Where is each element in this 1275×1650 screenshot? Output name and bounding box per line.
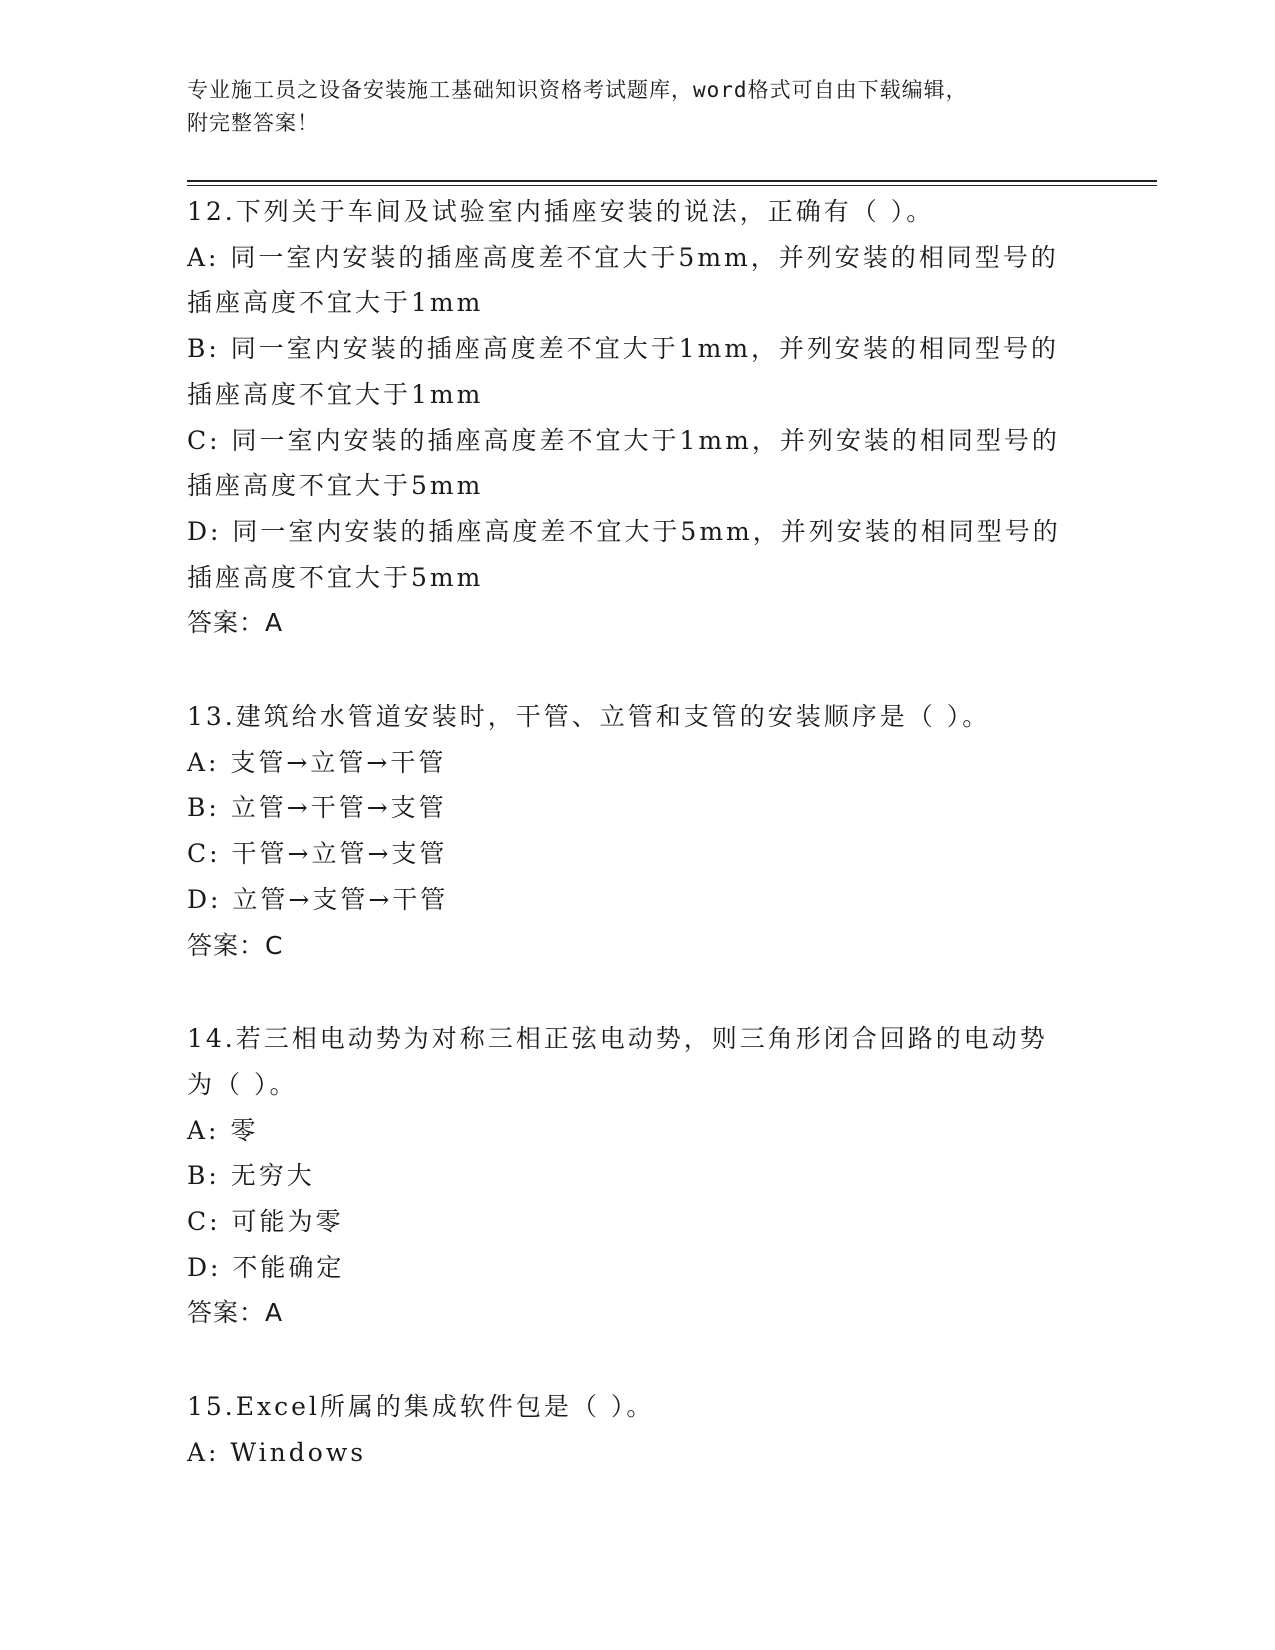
- option-line: A: 零: [187, 1115, 259, 1145]
- option-line: A: 同一室内安装的插座高度差不宜大于5mm，并列安装的相同型号的: [187, 242, 1059, 272]
- answer-line: 答案：C: [187, 930, 284, 960]
- question-block: [187, 1016, 1087, 1336]
- header-divider-thick: [187, 180, 1157, 182]
- option-line: A: Windows: [187, 1437, 367, 1467]
- question-block: [187, 694, 1087, 968]
- header-line-1: 专业施工员之设备安装施工基础知识资格考试题库，word格式可自由下载编辑，: [187, 78, 968, 102]
- header-line-2: 附完整答案！: [187, 111, 319, 135]
- option-line: D: 不能确定: [187, 1252, 345, 1282]
- question-stem: 15.Excel所属的集成软件包是（ ）。: [187, 1392, 655, 1422]
- option-line: 插座高度不宜大于1mm: [187, 288, 484, 318]
- question-stem: 12.下列关于车间及试验室内插座安装的说法，正确有（ ）。: [187, 197, 935, 226]
- option-line: 插座高度不宜大于5mm: [187, 562, 484, 592]
- option-line: D: 同一室内安装的插座高度差不宜大于5mm，并列安装的相同型号的: [187, 516, 1061, 546]
- option-line: C: 同一室内安装的插座高度差不宜大于1mm，并列安装的相同型号的: [187, 425, 1060, 455]
- question-stem: 13.建筑给水管道安装时，干管、立管和支管的安装顺序是（ ）。: [187, 702, 991, 732]
- option-line: B: 无穷大: [187, 1161, 315, 1191]
- question-stem: 14.若三相电动势为对称三相正弦电动势，则三角形闭合回路的电动势: [187, 1024, 1048, 1054]
- answer-line: 答案：A: [187, 1298, 284, 1328]
- option-line: B: 立管→干管→支管: [187, 793, 447, 823]
- option-line: A: 支管→立管→干管: [187, 747, 447, 777]
- question-stem: 为（ ）。: [187, 1069, 298, 1099]
- question-block: [187, 1384, 1087, 1475]
- option-line: 插座高度不宜大于1mm: [187, 379, 484, 409]
- header-divider-thin: [187, 185, 1157, 186]
- option-line: 插座高度不宜大于5mm: [187, 471, 484, 501]
- answer-line: 答案：A: [187, 608, 284, 638]
- document-header: [187, 74, 1087, 140]
- option-line: C: 可能为零: [187, 1207, 344, 1237]
- question-block: [187, 189, 1087, 646]
- question-list: [187, 189, 1087, 1524]
- option-line: D: 立管→支管→干管: [187, 884, 449, 914]
- option-line: C: 干管→立管→支管: [187, 839, 448, 869]
- option-line: B: 同一室内安装的插座高度差不宜大于1mm，并列安装的相同型号的: [187, 334, 1060, 364]
